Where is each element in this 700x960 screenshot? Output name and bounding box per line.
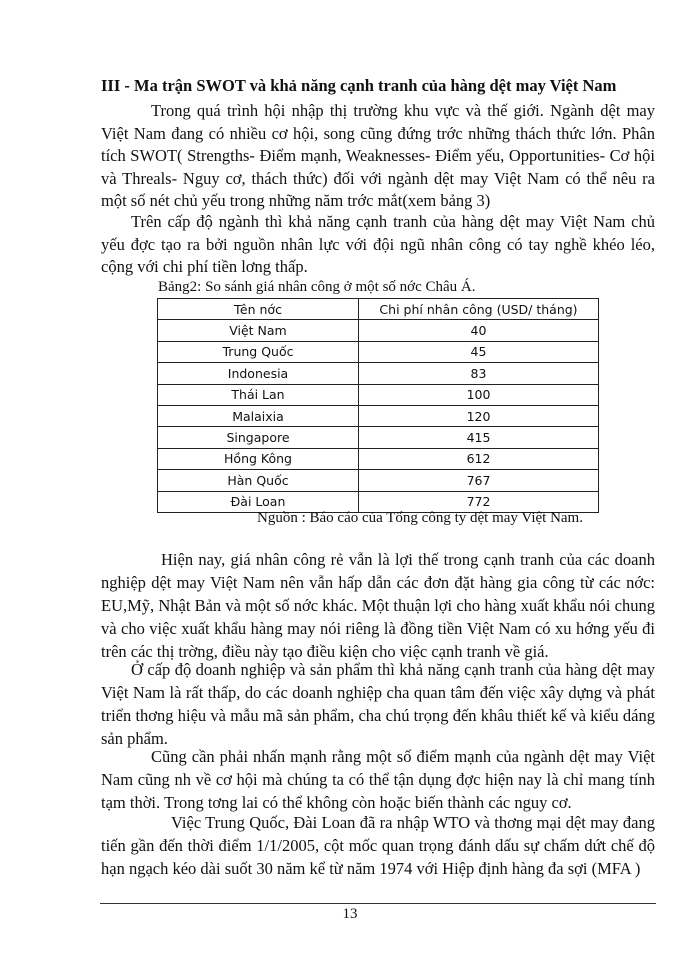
- cost-cell: 83: [359, 363, 599, 384]
- header-country: Tên nớc: [158, 299, 359, 320]
- paragraph-industry-competitiveness: Trên cấp độ ngành thì khả năng cạnh tranh của hàng dệt may Việt Nam chủ yếu đợc tạo ra bởi nguồn nhân lực với đội ngũ nhân công có tay nghề khéo léo, cộng với chi phí tiền lơng thấp.: [101, 212, 655, 276]
- country-cell: Indonesia: [158, 363, 359, 384]
- paragraph-wto-quota: Việc Trung Quốc, Đài Loan đã ra nhập WTO và thơng mại dệt may đang tiến gần đến thời điểm 1/1/2005, cột mốc quan trọng đánh dấu sự chấm dứt chế độ hạn ngạch kéo dài suốt 30 năm kể từ năm 1974 với Hiệp định hàng đa sợi (MFA ): [101, 813, 655, 878]
- paragraph-swot-intro: Trong quá trình hội nhập thị trường khu vực và thế giới. Ngành dệt may Việt Nam đang có nhiều cơ hội, song cũng đứng trớc những thách thức lớn. Phân tích SWOT( Strengths- Điểm mạnh, Weaknesses- Điểm yếu, Opportunities- Cơ hội và Threals- Nguy cơ, thách thức) đối với ngành dệt may Việt Nam có thể nêu ra một số nét chủ yếu trong những năm trớc mắt(xem bảng 3): [101, 101, 655, 210]
- cost-cell: 45: [359, 341, 599, 362]
- footer-divider: [100, 903, 656, 904]
- table-row: [158, 448, 599, 469]
- table-header-row: [158, 299, 599, 320]
- labor-cost-table: [157, 298, 599, 513]
- table-row: [158, 405, 599, 426]
- country-cell: Việt Nam: [158, 320, 359, 341]
- country-cell: Malaixia: [158, 405, 359, 426]
- paragraph-cheap-labor: Hiện nay, giá nhân công rẻ vẫn là lợi thế trong cạnh tranh của các doanh nghiệp dệt may Việt Nam nên vẫn hấp dẫn các đơn đặt hàng gia công từ các nớc: EU,Mỹ, Nhật Bản và một số nớc khác. Một thuận lợi cho hàng xuất khẩu nói chung và cho việc xuất khẩu hàng may nói riêng là đồng tiền Việt Nam có xu hớng yếu đi trên các thị trờng, điều này tạo điều kiện cho việc cạnh tranh về giá.: [101, 550, 655, 661]
- table-row: [158, 384, 599, 405]
- paragraph-temporary-strengths: Cũng cần phải nhấn mạnh rằng một số điểm mạnh của ngành dệt may Việt Nam cũng nh về cơ hội mà chúng ta có thể tận dụng đợc hiện nay là chỉ mang tính tạm thời. Trong tơng lai có thể không còn hoặc biến thành các nguy cơ.: [101, 747, 655, 812]
- cost-cell: 767: [359, 470, 599, 491]
- cost-cell: 772: [359, 491, 599, 512]
- header-labor-cost: Chi phí nhân công (USD/ tháng): [359, 299, 599, 320]
- table-row: [158, 320, 599, 341]
- country-cell: Thái Lan: [158, 384, 359, 405]
- country-cell: Đài Loan: [158, 491, 359, 512]
- country-cell: Hàn Quốc: [158, 470, 359, 491]
- country-cell: Hồng Kông: [158, 448, 359, 469]
- country-cell: Trung Quốc: [158, 341, 359, 362]
- table-row: [158, 427, 599, 448]
- cost-cell: 612: [359, 448, 599, 469]
- table-row: [158, 470, 599, 491]
- table-caption: Bảng2: So sánh giá nhân công ở một số nớc Châu Á.: [158, 279, 476, 295]
- cost-cell: 40: [359, 320, 599, 341]
- paragraph-enterprise-level: Ở cấp độ doanh nghiệp và sản phẩm thì khả năng cạnh tranh của hàng dệt may Việt Nam là rất thấp, do các doanh nghiệp cha quan tâm đến việc xây dựng và phát triển thơng hiệu và mẫu mã sản phẩm, cha chú trọng đến khâu thiết kế và kiểu dáng sản phẩm.: [101, 660, 655, 748]
- page-number: 13: [342, 906, 358, 922]
- table-row: [158, 341, 599, 362]
- section-heading: III - Ma trận SWOT và khả năng cạnh tranh của hàng dệt may Việt Nam: [101, 76, 617, 95]
- table-row: [158, 363, 599, 384]
- cost-cell: 120: [359, 405, 599, 426]
- cost-cell: 415: [359, 427, 599, 448]
- table-source-note: Nguồn : Báo cáo của Tổng công ty dệt may Việt Nam.: [257, 510, 583, 526]
- country-cell: Singapore: [158, 427, 359, 448]
- cost-cell: 100: [359, 384, 599, 405]
